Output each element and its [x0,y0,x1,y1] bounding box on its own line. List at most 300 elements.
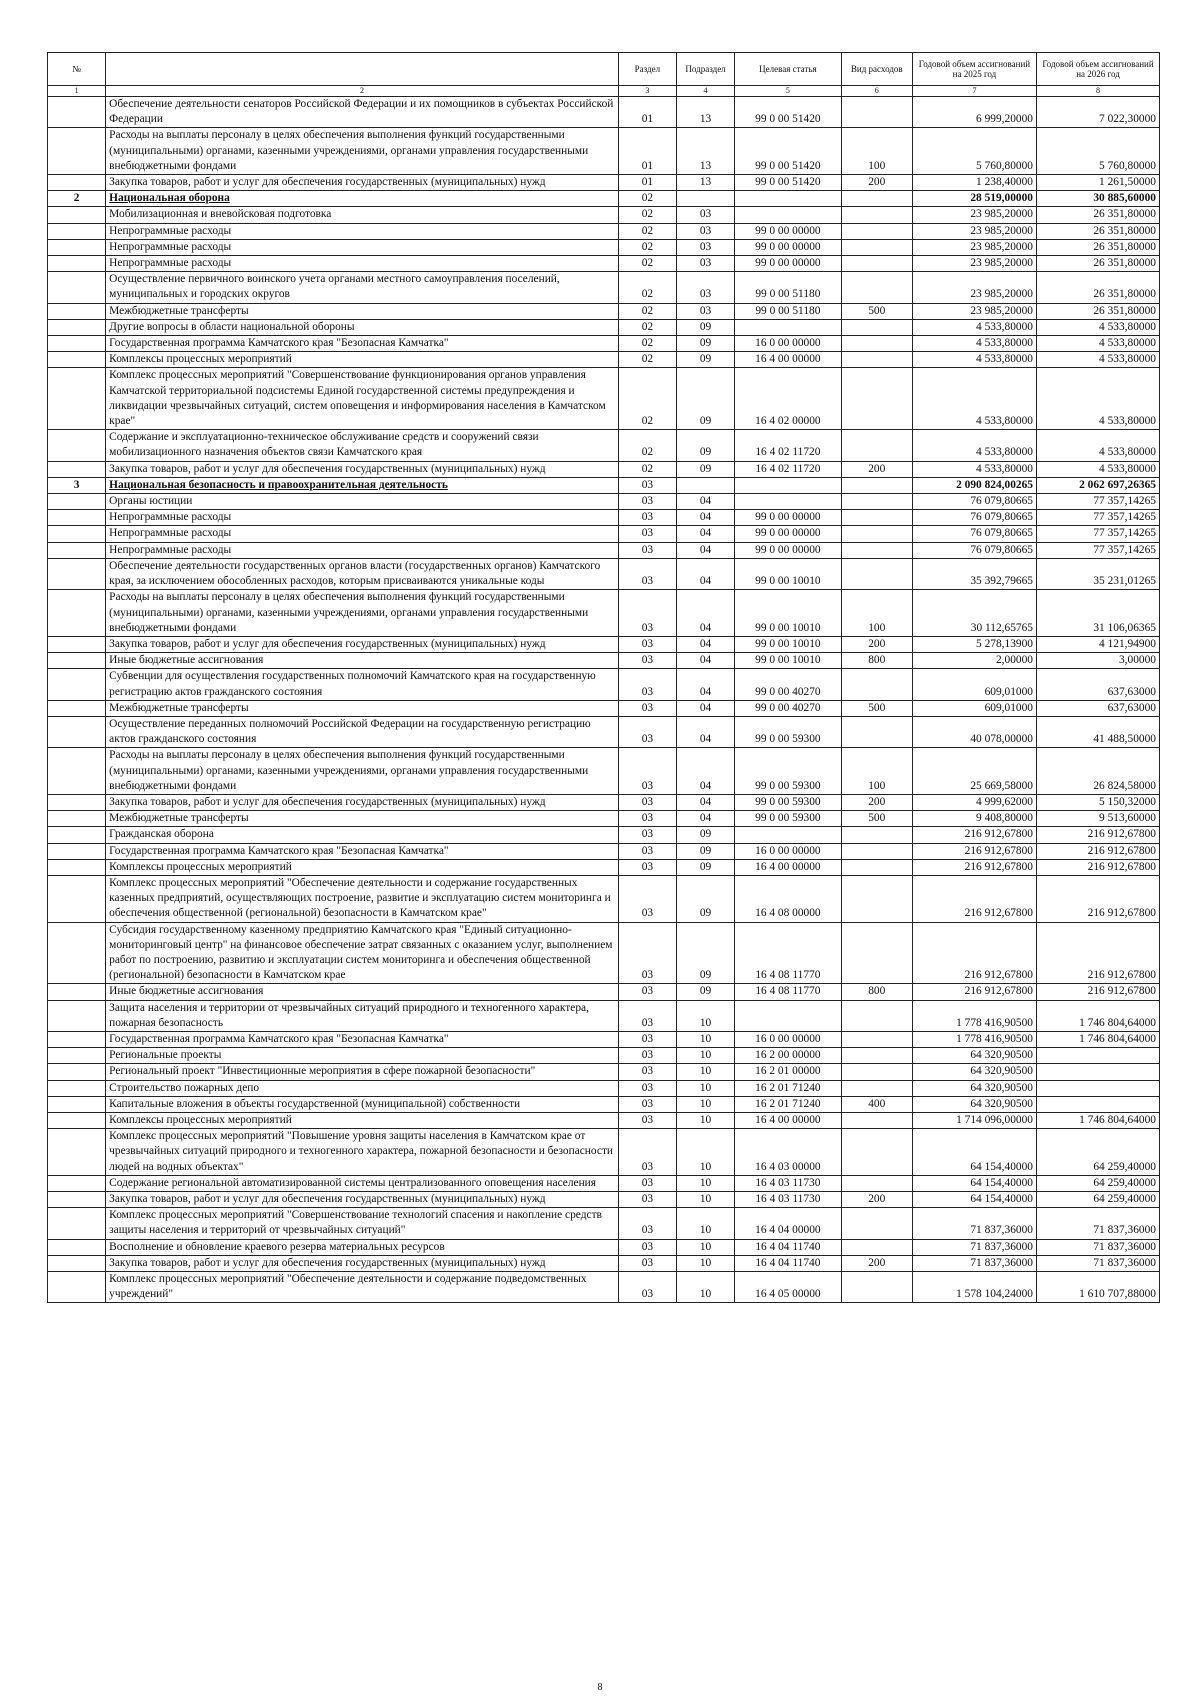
header-volume-2025: Годовой объем ассигнований на 2025 год [912,53,1036,86]
table-row [48,811,1160,827]
row-volume-2025: 76 079,80665 [912,510,1036,526]
row-number [48,128,106,175]
row-volume-2025: 6 999,20000 [912,97,1036,128]
row-razdel: 03 [618,1031,676,1047]
row-target-article: 99 0 00 10010 [735,636,841,652]
row-name: Комплекс процессных мероприятий "Совершенствование технологий спасения и накопление средств защиты населения и территорий от чрезвычайных ситуаций" [106,1208,619,1239]
row-podrazdel: 04 [676,811,734,827]
row-podrazdel: 09 [676,984,734,1000]
row-name: Расходы на выплаты персоналу в целях обеспечения выполнения функций государственными (муниципальными) органами, казенными учреждениями, органами управления государственными внебюджетными фондами [106,590,619,637]
row-volume-2025: 64 154,40000 [912,1129,1036,1176]
row-number [48,1255,106,1271]
row-number [48,510,106,526]
row-volume-2025: 23 985,20000 [912,223,1036,239]
row-razdel: 03 [618,827,676,843]
table-row [48,1192,1160,1208]
row-podrazdel: 09 [676,859,734,875]
row-expense-type [841,272,912,303]
row-volume-2026: 637,63000 [1036,700,1159,716]
row-razdel: 02 [618,239,676,255]
row-volume-2026: 26 351,80000 [1036,303,1159,319]
row-razdel: 03 [618,1192,676,1208]
row-number: 3 [48,477,106,493]
row-volume-2025: 2,00000 [912,653,1036,669]
row-razdel: 02 [618,272,676,303]
table-row [48,1272,1160,1303]
row-volume-2026: 216 912,67800 [1036,875,1159,922]
table-body [48,97,1160,1303]
row-podrazdel: 04 [676,636,734,652]
row-target-article: 16 4 05 00000 [735,1272,841,1303]
row-volume-2025: 216 912,67800 [912,984,1036,1000]
row-expense-type: 200 [841,461,912,477]
row-expense-type: 100 [841,128,912,175]
row-target-article: 99 0 00 59300 [735,748,841,795]
table-row [48,175,1160,191]
row-target-article [735,319,841,335]
row-volume-2026: 4 121,94900 [1036,636,1159,652]
row-number [48,1192,106,1208]
row-name: Комплекс процессных мероприятий "Обеспечение деятельности и содержание подведомственных учреждений" [106,1272,619,1303]
row-name: Межбюджетные трансферты [106,303,619,319]
row-podrazdel: 04 [676,542,734,558]
row-expense-type: 500 [841,811,912,827]
row-expense-type [841,859,912,875]
row-target-article: 16 4 08 11770 [735,984,841,1000]
row-podrazdel: 10 [676,1096,734,1112]
table-row [48,336,1160,352]
row-target-article: 16 2 01 71240 [735,1080,841,1096]
row-target-article: 16 0 00 00000 [735,336,841,352]
row-podrazdel: 09 [676,319,734,335]
row-name: Непрограммные расходы [106,256,619,272]
row-podrazdel: 10 [676,1272,734,1303]
row-name: Национальная безопасность и правоохранительная деятельность [106,477,619,493]
row-expense-type [841,827,912,843]
row-target-article: 99 0 00 00000 [735,256,841,272]
row-volume-2026: 26 824,58000 [1036,748,1159,795]
row-number [48,827,106,843]
row-expense-type [841,875,912,922]
row-volume-2026: 26 351,80000 [1036,207,1159,223]
row-number [48,1272,106,1303]
row-volume-2025: 71 837,36000 [912,1255,1036,1271]
row-number [48,526,106,542]
row-volume-2025: 609,01000 [912,669,1036,700]
row-target-article: 99 0 00 51420 [735,175,841,191]
budget-document-page [47,52,1160,1303]
header-name [106,53,619,86]
row-volume-2026: 1 746 804,64000 [1036,1000,1159,1031]
row-volume-2026 [1036,1096,1159,1112]
row-expense-type [841,1272,912,1303]
row-expense-type [841,319,912,335]
row-expense-type [841,558,912,589]
row-volume-2026: 1 261,50000 [1036,175,1159,191]
row-volume-2026: 26 351,80000 [1036,223,1159,239]
row-razdel: 03 [618,875,676,922]
row-volume-2025: 23 985,20000 [912,239,1036,255]
row-expense-type [841,494,912,510]
table-row [48,461,1160,477]
row-volume-2025: 64 320,90500 [912,1080,1036,1096]
table-row [48,1000,1160,1031]
row-number [48,256,106,272]
row-name: Содержание региональной автоматизированной системы централизованного оповещения населения [106,1175,619,1191]
row-volume-2026: 5 760,80000 [1036,128,1159,175]
table-row [48,1048,1160,1064]
row-razdel: 03 [618,700,676,716]
table-row [48,272,1160,303]
row-target-article: 99 0 00 00000 [735,526,841,542]
row-volume-2025: 4 533,80000 [912,368,1036,430]
row-volume-2026: 64 259,40000 [1036,1175,1159,1191]
row-volume-2026: 35 231,01265 [1036,558,1159,589]
row-podrazdel: 04 [676,716,734,747]
row-name: Осуществление первичного воинского учета органами местного самоуправления поселений, муниципальных и городских округов [106,272,619,303]
row-razdel: 03 [618,922,676,984]
row-name: Межбюджетные трансферты [106,811,619,827]
row-volume-2026: 216 912,67800 [1036,922,1159,984]
row-volume-2025: 9 408,80000 [912,811,1036,827]
row-name: Субвенции для осуществления государственных полномочий Камчатского края на государственную регистрацию актов гражданского состояния [106,669,619,700]
row-number [48,558,106,589]
row-podrazdel: 10 [676,1080,734,1096]
row-expense-type: 200 [841,636,912,652]
row-expense-type: 500 [841,700,912,716]
row-podrazdel: 04 [676,669,734,700]
row-number [48,175,106,191]
row-podrazdel: 10 [676,1031,734,1047]
row-expense-type [841,922,912,984]
row-target-article: 16 0 00 00000 [735,843,841,859]
row-podrazdel: 04 [676,748,734,795]
row-target-article [735,494,841,510]
row-expense-type [841,1080,912,1096]
table-row [48,748,1160,795]
row-number [48,843,106,859]
row-name: Иные бюджетные ассигнования [106,984,619,1000]
row-volume-2026: 4 533,80000 [1036,461,1159,477]
row-expense-type: 800 [841,984,912,1000]
row-razdel: 03 [618,1175,676,1191]
row-razdel: 03 [618,794,676,810]
row-razdel: 03 [618,558,676,589]
row-number [48,922,106,984]
row-expense-type [841,669,912,700]
row-podrazdel: 10 [676,1192,734,1208]
row-volume-2025: 35 392,79665 [912,558,1036,589]
table-row [48,430,1160,461]
row-podrazdel: 10 [676,1239,734,1255]
table-row [48,128,1160,175]
row-razdel: 02 [618,256,676,272]
row-target-article: 16 4 02 11720 [735,461,841,477]
table-row [48,843,1160,859]
row-volume-2026: 4 533,80000 [1036,368,1159,430]
row-target-article: 99 0 00 59300 [735,716,841,747]
column-index: 6 [841,86,912,97]
row-podrazdel: 04 [676,700,734,716]
row-volume-2026: 9 513,60000 [1036,811,1159,827]
row-target-article: 99 0 00 00000 [735,542,841,558]
row-number [48,590,106,637]
row-volume-2026: 1 610 707,88000 [1036,1272,1159,1303]
row-volume-2026: 30 885,60000 [1036,191,1159,207]
row-name: Закупка товаров, работ и услуг для обеспечения государственных (муниципальных) нужд [106,1255,619,1271]
header-podrazdel: Подраздел [676,53,734,86]
row-razdel: 02 [618,319,676,335]
row-volume-2026: 1 746 804,64000 [1036,1113,1159,1129]
row-name: Содержание и эксплуатационно-техническое обслуживание средств и сооружений связи мобилизационного назначения объектов связи Камчатского края [106,430,619,461]
row-razdel: 03 [618,653,676,669]
row-number [48,368,106,430]
row-podrazdel: 13 [676,175,734,191]
row-name: Обеспечение деятельности сенаторов Российской Федерации и их помощников в субъектах Российской Федерации [106,97,619,128]
table-row [48,1080,1160,1096]
row-podrazdel: 04 [676,526,734,542]
row-expense-type [841,1239,912,1255]
row-target-article: 99 0 00 00000 [735,223,841,239]
row-expense-type [841,1048,912,1064]
row-razdel: 03 [618,590,676,637]
row-expense-type [841,843,912,859]
table-row [48,1031,1160,1047]
table-row [48,716,1160,747]
row-number [48,811,106,827]
row-target-article: 99 0 00 10010 [735,558,841,589]
row-name: Мобилизационная и вневойсковая подготовка [106,207,619,223]
table-row [48,1129,1160,1176]
row-number [48,239,106,255]
row-volume-2025: 1 778 416,90500 [912,1031,1036,1047]
row-volume-2025: 76 079,80665 [912,542,1036,558]
row-volume-2025: 64 154,40000 [912,1192,1036,1208]
row-number [48,207,106,223]
row-expense-type: 400 [841,1096,912,1112]
row-podrazdel: 09 [676,922,734,984]
row-target-article: 16 4 03 11730 [735,1175,841,1191]
row-expense-type [841,97,912,128]
row-volume-2025: 64 320,90500 [912,1048,1036,1064]
row-expense-type: 100 [841,748,912,795]
row-volume-2025: 216 912,67800 [912,843,1036,859]
column-index: 5 [735,86,841,97]
row-target-article: 16 4 02 11720 [735,430,841,461]
table-row [48,319,1160,335]
row-razdel: 03 [618,1048,676,1064]
row-podrazdel: 04 [676,494,734,510]
row-number [48,461,106,477]
row-volume-2026: 26 351,80000 [1036,256,1159,272]
header-target-article: Целевая статья [735,53,841,86]
table-row [48,239,1160,255]
row-expense-type: 200 [841,794,912,810]
row-expense-type [841,1064,912,1080]
row-volume-2026: 4 533,80000 [1036,319,1159,335]
row-target-article [735,477,841,493]
row-target-article [735,1000,841,1031]
row-podrazdel: 10 [676,1255,734,1271]
row-number [48,1239,106,1255]
row-podrazdel: 13 [676,97,734,128]
row-name: Органы юстиции [106,494,619,510]
row-razdel: 03 [618,526,676,542]
row-podrazdel: 10 [676,1208,734,1239]
row-razdel: 03 [618,1113,676,1129]
row-expense-type [841,1129,912,1176]
row-name: Другие вопросы в области национальной обороны [106,319,619,335]
row-name: Комплексы процессных мероприятий [106,859,619,875]
row-name: Региональные проекты [106,1048,619,1064]
row-name: Комплекс процессных мероприятий "Обеспечение деятельности и содержание государственных казенных предприятий, осуществляющих построение, развитие и эксплуатацию систем мониторинга и обеспечения общественной (региональной) безопасности в Камчатском крае" [106,875,619,922]
row-razdel: 03 [618,1080,676,1096]
row-expense-type [841,1031,912,1047]
row-podrazdel: 10 [676,1129,734,1176]
row-volume-2025: 4 533,80000 [912,336,1036,352]
row-volume-2025: 216 912,67800 [912,922,1036,984]
row-volume-2025: 23 985,20000 [912,303,1036,319]
table-row [48,794,1160,810]
row-volume-2025: 23 985,20000 [912,207,1036,223]
table-header-row [48,53,1160,86]
row-volume-2026: 31 106,06365 [1036,590,1159,637]
row-volume-2025: 64 320,90500 [912,1064,1036,1080]
row-volume-2026: 26 351,80000 [1036,239,1159,255]
row-target-article: 16 2 01 71240 [735,1096,841,1112]
row-podrazdel: 10 [676,1113,734,1129]
row-volume-2025: 30 112,65765 [912,590,1036,637]
row-podrazdel: 04 [676,510,734,526]
row-podrazdel [676,191,734,207]
row-name: Непрограммные расходы [106,223,619,239]
row-number: 2 [48,191,106,207]
table-row [48,1113,1160,1129]
row-volume-2025: 23 985,20000 [912,256,1036,272]
row-number [48,1000,106,1031]
row-razdel: 02 [618,461,676,477]
row-podrazdel: 09 [676,368,734,430]
budget-table [47,52,1160,1303]
row-podrazdel: 10 [676,1064,734,1080]
row-number [48,430,106,461]
row-podrazdel: 09 [676,875,734,922]
column-index: 4 [676,86,734,97]
row-razdel: 03 [618,1064,676,1080]
row-volume-2026: 5 150,32000 [1036,794,1159,810]
row-name: Закупка товаров, работ и услуг для обеспечения государственных (муниципальных) нужд [106,461,619,477]
row-expense-type [841,207,912,223]
row-number [48,636,106,652]
column-index: 2 [106,86,619,97]
table-row [48,984,1160,1000]
row-name: Осуществление переданных полномочий Российской Федерации на государственную регистрацию актов гражданского состояния [106,716,619,747]
row-number [48,748,106,795]
row-target-article: 16 4 03 11730 [735,1192,841,1208]
row-podrazdel: 09 [676,461,734,477]
row-name: Национальная оборона [106,191,619,207]
row-volume-2026: 216 912,67800 [1036,827,1159,843]
row-name: Расходы на выплаты персоналу в целях обеспечения выполнения функций государственными (муниципальными) органами, казенными учреждениями, органами управления государственными внебюджетными фондами [106,748,619,795]
row-number [48,1129,106,1176]
row-target-article [735,207,841,223]
row-razdel: 01 [618,128,676,175]
row-name: Закупка товаров, работ и услуг для обеспечения государственных (муниципальных) нужд [106,636,619,652]
row-expense-type [841,336,912,352]
row-number [48,1031,106,1047]
row-razdel: 03 [618,1239,676,1255]
row-expense-type [841,256,912,272]
row-number [48,700,106,716]
row-number [48,1064,106,1080]
table-row [48,1239,1160,1255]
row-number [48,272,106,303]
page-number: 8 [597,1682,603,1693]
row-razdel: 02 [618,207,676,223]
row-name: Расходы на выплаты персоналу в целях обеспечения выполнения функций государственными (муниципальными) органами, казенными учреждениями, органами управления государственными внебюджетными фондами [106,128,619,175]
row-name: Комплексы процессных мероприятий [106,1113,619,1129]
row-target-article [735,191,841,207]
row-expense-type [841,1208,912,1239]
row-name: Защита населения и территории от чрезвычайных ситуаций природного и техногенного характера, пожарная безопасность [106,1000,619,1031]
table-row [48,477,1160,493]
row-target-article: 99 0 00 59300 [735,811,841,827]
row-razdel: 02 [618,430,676,461]
row-volume-2026: 77 357,14265 [1036,542,1159,558]
row-volume-2026: 216 912,67800 [1036,984,1159,1000]
row-name: Закупка товаров, работ и услуг для обеспечения государственных (муниципальных) нужд [106,794,619,810]
row-expense-type: 200 [841,175,912,191]
table-row [48,97,1160,128]
row-podrazdel: 10 [676,1048,734,1064]
row-name: Межбюджетные трансферты [106,700,619,716]
table-row [48,368,1160,430]
row-number [48,859,106,875]
row-volume-2025: 5 760,80000 [912,128,1036,175]
column-index: 1 [48,86,106,97]
row-expense-type [841,526,912,542]
table-row [48,1255,1160,1271]
row-volume-2025: 1 714 096,00000 [912,1113,1036,1129]
row-volume-2026: 41 488,50000 [1036,716,1159,747]
row-podrazdel: 10 [676,1175,734,1191]
table-row [48,827,1160,843]
row-expense-type [841,368,912,430]
table-row [48,510,1160,526]
table-row [48,922,1160,984]
row-podrazdel: 09 [676,352,734,368]
row-number [48,984,106,1000]
row-expense-type [841,430,912,461]
row-expense-type [841,477,912,493]
row-volume-2026: 71 837,36000 [1036,1239,1159,1255]
column-index: 7 [912,86,1036,97]
row-razdel: 03 [618,843,676,859]
row-expense-type [841,542,912,558]
row-name: Закупка товаров, работ и услуг для обеспечения государственных (муниципальных) нужд [106,175,619,191]
table-row [48,542,1160,558]
row-volume-2026: 26 351,80000 [1036,272,1159,303]
row-podrazdel: 04 [676,794,734,810]
table-row [48,1096,1160,1112]
row-volume-2026 [1036,1080,1159,1096]
row-volume-2026: 7 022,30000 [1036,97,1159,128]
row-number [48,669,106,700]
row-target-article: 16 2 00 00000 [735,1048,841,1064]
row-name: Восполнение и обновление краевого резерва материальных ресурсов [106,1239,619,1255]
row-razdel: 03 [618,748,676,795]
row-name: Региональный проект "Инвестиционные мероприятия в сфере пожарной безопасности" [106,1064,619,1080]
